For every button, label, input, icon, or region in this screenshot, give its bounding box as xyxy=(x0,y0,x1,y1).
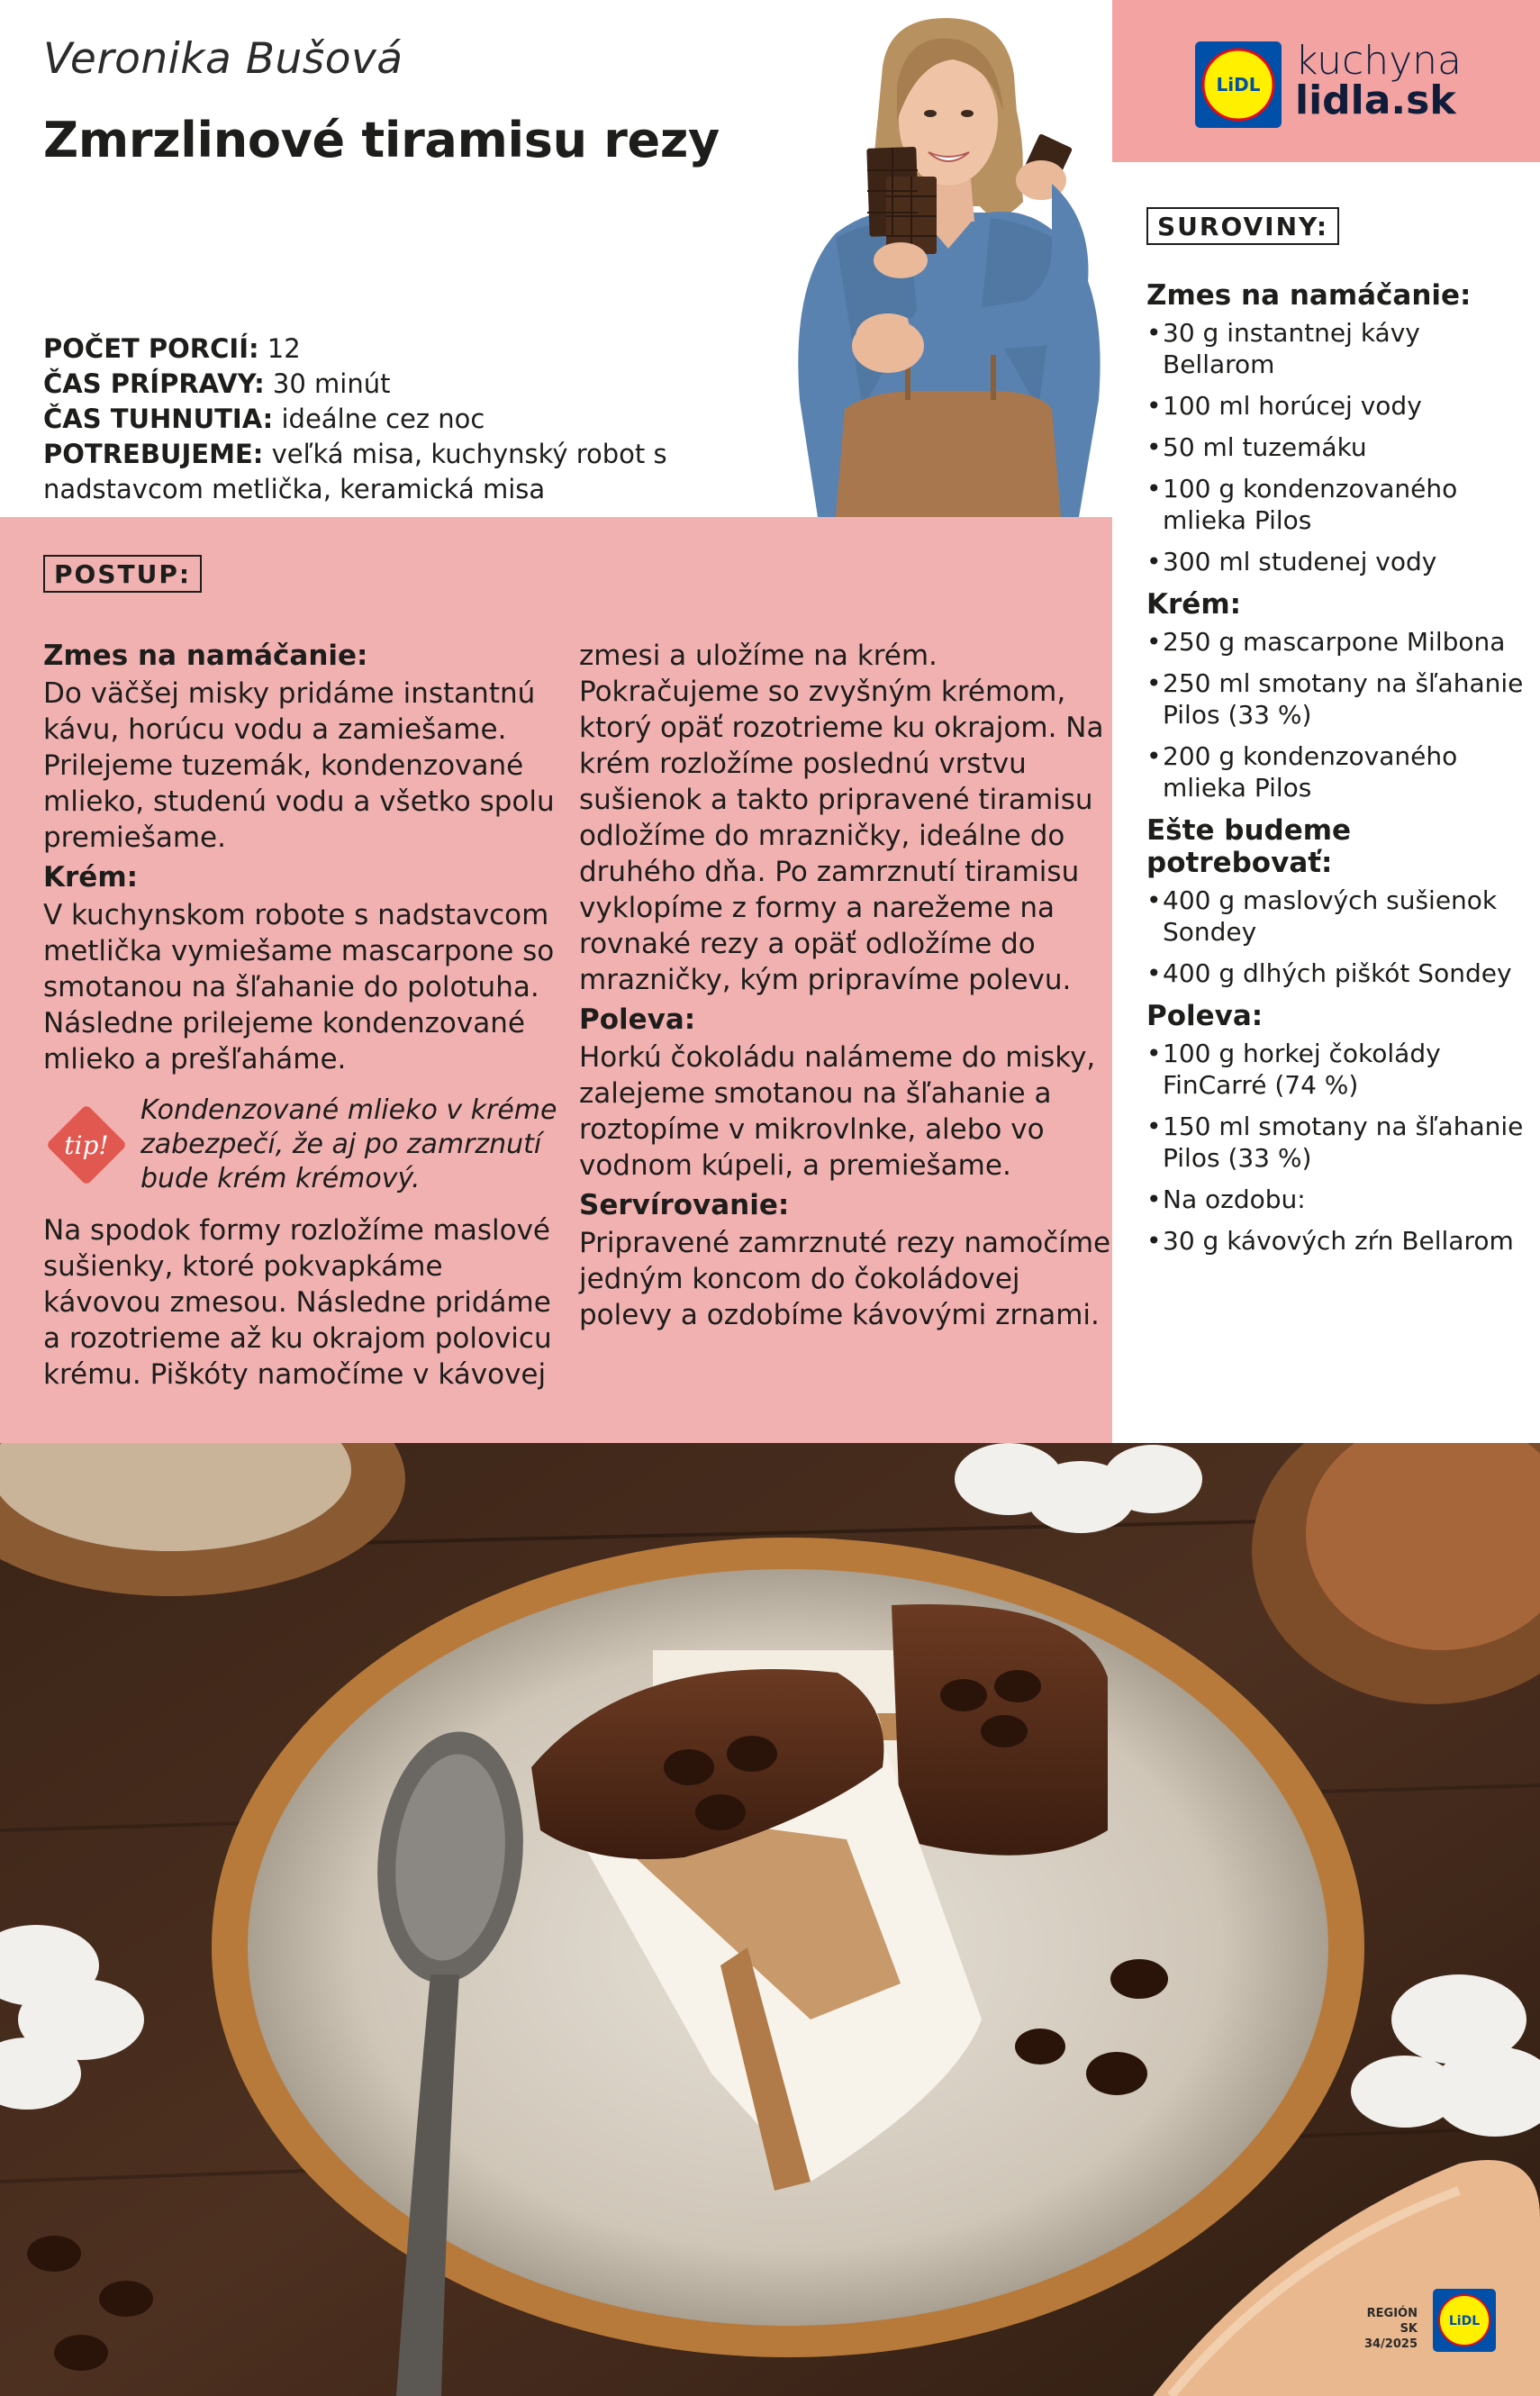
ingredient-item: • 30 g kávových zŕn Bellarom xyxy=(1146,1225,1534,1257)
ingredient-list xyxy=(1146,317,1534,577)
recipe-meta xyxy=(43,331,818,507)
meta-value: 12 xyxy=(258,333,301,364)
recipe-header xyxy=(0,0,1112,517)
step-text: Pripravené zamrznuté rezy namočíme jedným koncom do čokoládovej polevy a ozdobíme kávovými zrnami. xyxy=(579,1227,1111,1331)
ingredient-item: • 400 g dlhých piškót Sondey xyxy=(1146,957,1534,989)
footer-region xyxy=(1347,2306,1418,2352)
meta-label: POTREBUJEME: xyxy=(43,439,264,469)
meta-label: ČAS PRÍPRAVY: xyxy=(43,368,265,399)
meta-freeze-time xyxy=(43,402,818,437)
brand-wordmark[interactable] xyxy=(1295,38,1462,123)
step-heading: Krém: xyxy=(43,861,139,894)
step-heading: Zmes na namáčanie: xyxy=(43,640,368,672)
meta-value: 30 minút xyxy=(264,368,391,399)
procedure-column-1 xyxy=(43,638,566,1396)
region-label: REGIÓN SK xyxy=(1366,2307,1418,2336)
ingredient-item: • 250 g mascarpone Milbona xyxy=(1146,626,1534,658)
meta-portions xyxy=(43,331,818,367)
tip-box xyxy=(43,1094,566,1196)
ingredient-item: • 100 g kondenzovaného mlieka Pilos xyxy=(1146,473,1534,536)
step-heading: Servírovanie: xyxy=(579,1189,790,1221)
author-name: Veronika Bušová xyxy=(43,34,403,84)
procedure-label: POSTUP: xyxy=(43,555,202,593)
ingredient-item: • 100 ml horúcej vody xyxy=(1146,390,1534,422)
ingredient-item: • 200 g kondenzovaného mlieka Pilos xyxy=(1146,740,1534,803)
step-text: zmesi a uložíme na krém. Pokračujeme so zvyšným krémom, ktorý opäť rozotrieme ku okrajom. Na krém rozložíme poslednú vrstvu sušienok a takto pripravené tiramisu odložíme do mrazničky, ideálne do druhého dňa. Po zamrznutí tiramisu vyklopíme z formy a narežeme na rovnaké rezy a opäť odložíme do mrazničky, kým pripravíme polevu. xyxy=(579,640,1104,996)
ingredient-item: • Na ozdobu: xyxy=(1146,1184,1534,1215)
step-text: Do väčšej misky pridáme instantnú kávu, horúcu vodu a zamiešame. Prilejeme tuzemák, kondenzované mlieko, studenú vodu a všetko spolu premiešame. xyxy=(43,677,555,854)
lidl-logo-text: LiDL xyxy=(1216,74,1261,95)
issue-code: 34/2025 xyxy=(1363,2337,1418,2351)
ingredient-item: • 150 ml smotany na šľahanie Pilos (33 %) xyxy=(1146,1111,1534,1174)
ingredient-group-heading: Poleva: xyxy=(1146,1000,1264,1032)
ingredient-item: • 30 g instantnej kávy Bellarom xyxy=(1146,317,1534,380)
ingredient-list xyxy=(1146,1038,1534,1257)
ingredients-panel xyxy=(1112,162,1540,1441)
tip-icon-text: tip! xyxy=(64,1130,109,1160)
recipe-title: Zmrzlinové tiramisu rezy xyxy=(43,112,720,168)
step-heading: Poleva: xyxy=(579,1003,696,1036)
ingredient-group-heading: Ešte budeme potrebovať: xyxy=(1146,814,1352,879)
ingredient-group-heading: Krém: xyxy=(1146,588,1242,621)
meta-label: ČAS TUHNUTIA: xyxy=(43,404,274,434)
chef-photo xyxy=(782,13,1115,517)
brand-line-1: kuchyna xyxy=(1295,38,1462,84)
meta-label: POČET PORCIÍ: xyxy=(43,333,259,364)
ingredient-item: • 400 g maslových sušienok Sondey xyxy=(1146,885,1534,948)
step-text: V kuchynskom robote s nadstavcom metlička vymiešame mascarpone so smotanou na šľahanie do polotuha. Následne prilejeme kondenzované mlieko a prešľaháme. xyxy=(43,899,555,1075)
ingredients-label: SUROVINY: xyxy=(1146,207,1339,245)
tip-text: Kondenzované mlieko v kréme zabezpečí, že aj po zamrznutí bude krém krémový. xyxy=(140,1094,557,1194)
meta-value: veľká misa, kuchynský robot s nadstavcom metlička, keramická misa xyxy=(43,439,667,504)
lidl-logo-icon[interactable] xyxy=(1193,40,1283,130)
ingredient-list xyxy=(1146,626,1534,803)
procedure-panel xyxy=(0,517,1112,1443)
procedure-column-2 xyxy=(579,638,1119,1337)
meta-value: ideálne cez noc xyxy=(273,404,485,434)
lidl-footer-logo-text: LiDL xyxy=(1448,2314,1481,2328)
step-text: Horkú čokoládu nalámeme do misky, zalejeme smotanou na šľahanie a roztopíme v mikrovlnke, alebo vo vodnom kúpeli, a premiešame. xyxy=(579,1041,1096,1182)
meta-equipment xyxy=(43,437,818,507)
ingredient-item: • 300 ml studenej vody xyxy=(1146,546,1534,577)
ingredient-item: • 100 g horkej čokolády FinCarré (74 %) xyxy=(1146,1038,1534,1101)
ingredient-item: • 50 ml tuzemáku xyxy=(1146,431,1534,463)
ingredients-content xyxy=(1146,268,1534,1266)
brand-banner xyxy=(1112,0,1540,162)
ingredient-item: • 250 ml smotany na šľahanie Pilos (33 %) xyxy=(1146,667,1534,731)
dessert-photo xyxy=(0,1443,1540,2396)
ingredient-group-heading: Zmes na namáčanie: xyxy=(1146,279,1472,312)
step-text: Na spodok formy rozložíme maslové sušienky, ktoré pokvapkáme kávovou zmesou. Následne pridáme a rozotrieme až ku okrajom polovicu krému. Piškóty namočíme v kávovej xyxy=(43,1214,552,1391)
lidl-footer-logo-icon xyxy=(1432,2288,1497,2353)
brand-line-2: lidla.sk xyxy=(1295,77,1456,123)
ingredient-list xyxy=(1146,885,1534,989)
tip-icon xyxy=(38,1096,135,1193)
meta-prep-time xyxy=(43,367,818,402)
